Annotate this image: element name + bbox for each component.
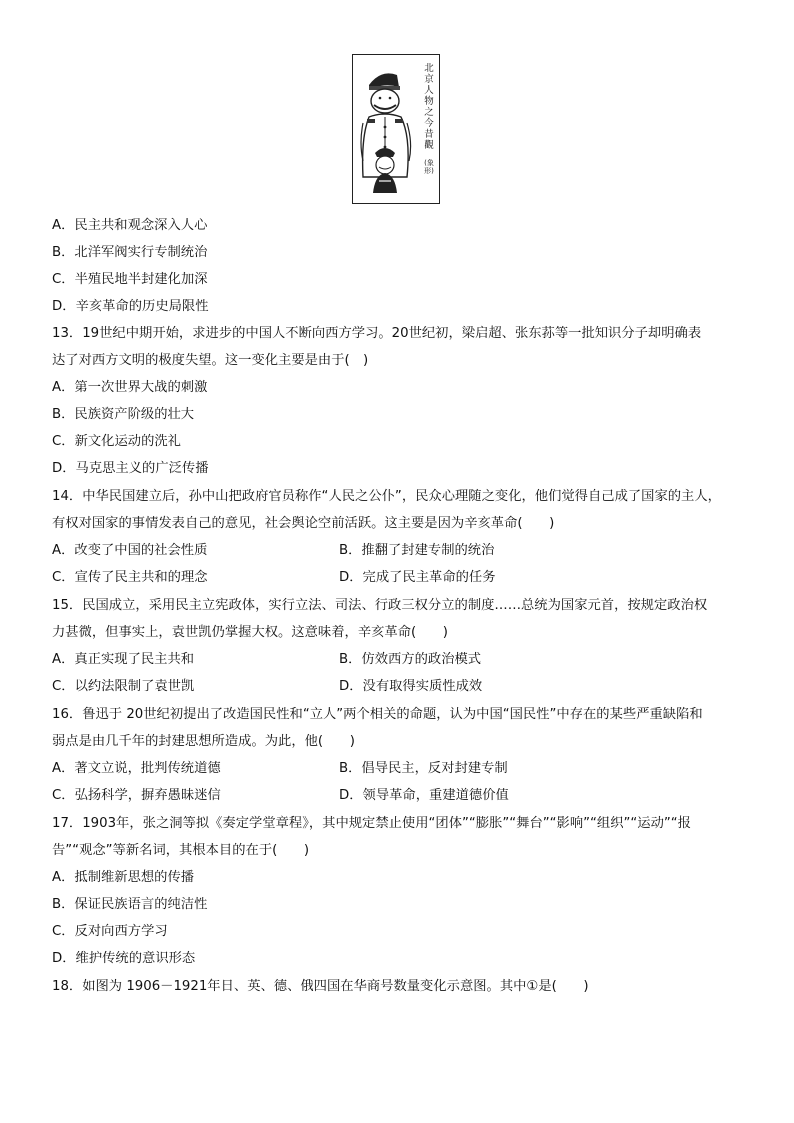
option-14b: B．推翻了封建专制的统治	[339, 543, 495, 558]
option-12c: C．半殖民地半封建化加深	[52, 272, 208, 287]
option-16c: C．弘扬科学，摒弃愚昧迷信	[52, 788, 221, 803]
figure-stamp: (象形)	[424, 159, 434, 175]
option-14a: A．改变了中国的社会性质	[52, 543, 208, 558]
option-13b: B．民族资产阶级的壮大	[52, 407, 195, 422]
option-13d: D．马克思主义的广泛传播	[52, 461, 209, 476]
option-15c: C．以约法限制了袁世凯	[52, 679, 195, 694]
option-16d: D．领导革命，重建道德价值	[339, 788, 509, 803]
question-13-line-2: 达了对西方文明的极度失望。这一变化主要是由于( )	[52, 353, 369, 368]
option-16b: B．倡导民主，反对封建专制	[339, 761, 508, 776]
option-13a: A．第一次世界大战的刺激	[52, 380, 208, 395]
question-17-line-1: 17．1903年，张之洞等拟《奏定学堂章程》，其中规定禁止使用“团体”“膨胀”“舞台”“影响”“组织”“运动”“报	[52, 816, 691, 831]
option-12d: D．辛亥革命的历史局限性	[52, 299, 209, 314]
option-12b: B．北洋军阀实行专制统治	[52, 245, 208, 260]
cartoon-illustration	[355, 57, 419, 203]
question-16-line-1: 16．鲁迅于 20世纪初提出了改造国民性和“立人”两个相关的命题，认为中国“国民性”中存在的某些严重缺陷和	[52, 707, 703, 722]
option-15d: D．没有取得实质性成效	[339, 679, 483, 694]
option-17d: D．维护传统的意识形态	[52, 951, 196, 966]
option-17b: B．保证民族语言的纯洁性	[52, 897, 208, 912]
option-14d: D．完成了民主革命的任务	[339, 570, 496, 585]
cartoon-figure	[352, 54, 440, 204]
option-17a: A．抵制维新思想的传播	[52, 870, 195, 885]
question-17-line-2: 告”“观念”等新名词，其根本目的在于( )	[52, 843, 310, 858]
option-15b: B．仿效西方的政治模式	[339, 652, 482, 667]
figure-caption: 北京人物之今昔觀	[424, 63, 434, 151]
option-16a: A．著文立说，批判传统道德	[52, 761, 221, 776]
question-15-line-2: 力甚微，但事实上，袁世凯仍掌握大权。这意味着，辛亥革命( )	[52, 625, 448, 640]
option-12a: A．民主共和观念深入人心	[52, 218, 208, 233]
question-18: 18．如图为 1906－1921年日、英、德、俄四国在华商号数量变化示意图。其中①是( )	[52, 979, 589, 994]
question-13-line-1: 13．19世纪中期开始，求进步的中国人不断向西方学习。20世纪初，梁启超、张东荪等一批知识分子却明确表	[52, 326, 702, 341]
question-15-line-1: 15．民国成立，采用民主立宪政体，实行立法、司法、行政三权分立的制度……总统为国家元首，按规定政治权	[52, 598, 708, 613]
option-14c: C．宣传了民主共和的理念	[52, 570, 208, 585]
question-14-line-1: 14．中华民国建立后，孙中山把政府官员称作“人民之公仆”，民众心理随之变化，他们觉得自己成了国家的主人，	[52, 489, 721, 504]
option-15a: A．真正实现了民主共和	[52, 652, 195, 667]
option-13c: C．新文化运动的洗礼	[52, 434, 181, 449]
question-16-line-2: 弱点是由几千年的封建思想所造成。为此，他( )	[52, 734, 355, 749]
question-14-line-2: 有权对国家的事情发表自己的意见，社会舆论空前活跃。这主要是因为辛亥革命( )	[52, 516, 555, 531]
option-17c: C．反对向西方学习	[52, 924, 168, 939]
